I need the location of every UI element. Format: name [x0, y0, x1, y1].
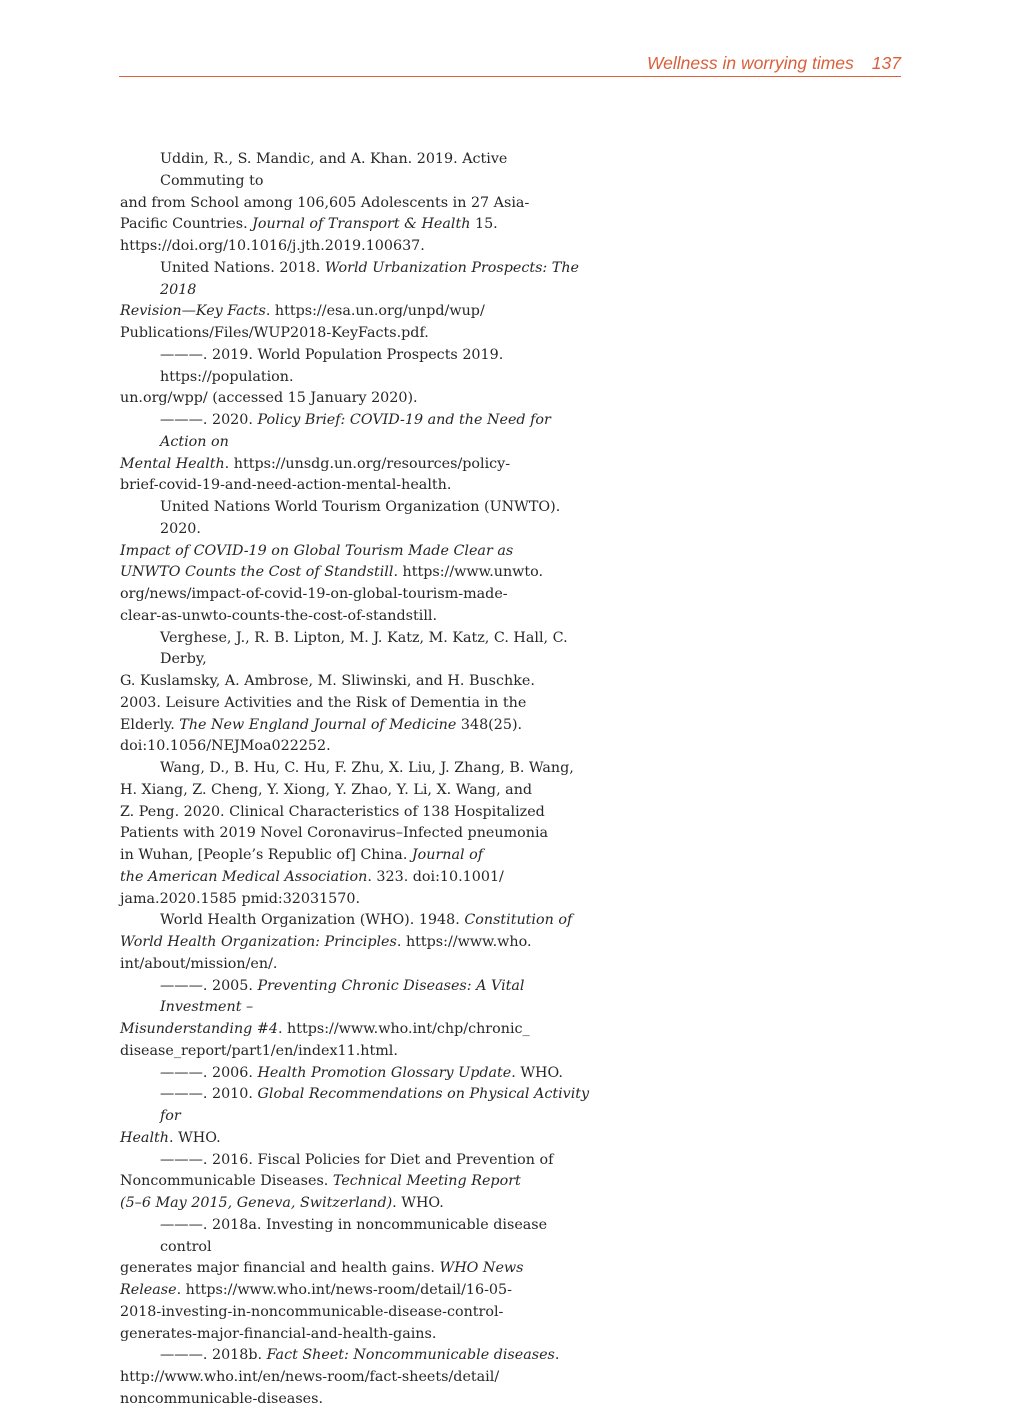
reference-entry	[120, 1150, 590, 1215]
reference-text: G. Kuslamsky, A. Ambrose, M. Sliwinski, and H. Buschke.	[120, 673, 535, 689]
reference-text: Patients with 2019 Novel Coronavirus–Infected pneumonia	[120, 825, 549, 842]
reference-text: generates-major-financial-and-health-gains.	[120, 1325, 437, 1342]
reference-entry	[120, 1084, 590, 1149]
reference-line	[160, 410, 590, 454]
reference-text: Elderly.	[120, 716, 180, 733]
reference-title-italic: Preventing Chronic Diseases: A Vital Investment –	[160, 977, 525, 1016]
reference-text: disease_report/part1/en/index11.html.	[120, 1042, 398, 1059]
reference-line	[120, 823, 590, 845]
reference-line	[120, 1367, 590, 1389]
reference-title-italic: The New England Journal of Medicine	[179, 716, 457, 733]
reference-text: ———. 2019. World Population Prospects 2019. https://population.	[160, 346, 504, 385]
reference-title-italic: Health	[120, 1129, 169, 1146]
reference-entry	[120, 345, 590, 410]
reference-line	[120, 606, 590, 628]
reference-text: . https://www.who.int/chp/chronic_	[277, 1021, 530, 1037]
reference-line	[160, 976, 590, 1020]
reference-line	[120, 301, 590, 323]
reference-line	[120, 1302, 590, 1324]
reference-text: United Nations. 2018.	[160, 259, 325, 276]
reference-text: clear-as-unwto-counts-the-cost-of-standstill.	[120, 607, 438, 624]
reference-line	[120, 1258, 590, 1280]
reference-entry	[120, 976, 590, 1063]
reference-line	[160, 1084, 590, 1128]
reference-text: ———. 2006.	[160, 1064, 258, 1081]
reference-text: Publications/Files/WUP2018-KeyFacts.pdf.	[120, 325, 429, 341]
reference-line	[120, 867, 590, 889]
reference-text: World Health Organization (WHO). 1948.	[160, 912, 465, 929]
reference-text: . https://www.who.	[396, 934, 532, 950]
running-title: Wellness in worrying times	[646, 53, 854, 73]
reference-line	[120, 454, 590, 476]
reference-entry	[120, 258, 590, 345]
reference-title-italic: Misunderstanding #4	[120, 1021, 278, 1037]
reference-text: http://www.who.int/en/news-room/fact-sheets/detail/	[120, 1369, 500, 1385]
reference-title-italic: Technical Meeting Report	[332, 1173, 521, 1190]
reference-text: United Nations World Tourism Organization (UNWTO). 2020.	[160, 499, 561, 537]
page-number: 137	[871, 53, 901, 73]
reference-text: int/about/mission/en/.	[120, 955, 278, 972]
reference-text: in Wuhan, [People’s Republic of] China.	[120, 847, 412, 863]
reference-text: . WHO.	[392, 1195, 444, 1211]
reference-title-italic: Journal of	[411, 847, 484, 863]
reference-title-italic: World Urbanization Prospects: The 2018	[160, 259, 579, 298]
reference-entry	[120, 149, 590, 258]
reference-text: and from School among 106,605 Adolescents in 27 Asia-	[120, 194, 530, 211]
reference-line	[160, 758, 590, 780]
reference-entry	[120, 1215, 590, 1346]
reference-line	[120, 388, 590, 410]
reference-text: Z. Peng. 2020. Clinical Characteristics of 138 Hospitalized	[120, 803, 545, 820]
reference-title-italic: Impact of COVID-19 on Global Tourism Made Clear as	[120, 542, 514, 559]
reference-text: ———. 2016. Fiscal Policies for Diet and Prevention of	[160, 1151, 554, 1168]
reference-title-italic: Release	[120, 1282, 177, 1298]
reference-line	[160, 1345, 590, 1367]
reference-text: . WHO.	[168, 1129, 221, 1146]
reference-line	[120, 889, 590, 911]
reference-text: . https://www.who.int/news-room/detail/16-05-	[176, 1282, 512, 1298]
reference-line	[120, 671, 590, 693]
reference-line	[160, 1063, 590, 1085]
reference-text: 2003. Leisure Activities and the Risk of Dementia in the	[120, 694, 527, 711]
reference-text: org/news/impact-of-covid-19-on-global-tourism-made-	[120, 586, 508, 602]
reference-line	[120, 1324, 590, 1346]
reference-line	[120, 323, 590, 345]
reference-line	[160, 258, 590, 302]
reference-text: brief-covid-19-and-need-action-mental-health.	[120, 477, 452, 494]
reference-title-italic: (5–6 May 2015, Geneva, Switzerland)	[120, 1195, 393, 1211]
reference-entry	[120, 628, 590, 759]
reference-title-italic: Policy Brief: COVID-19 and the Need for Action on	[160, 412, 551, 450]
reference-entry	[120, 497, 590, 628]
reference-text: 348(25).	[456, 716, 523, 733]
reference-text: ———. 2020.	[160, 412, 258, 428]
reference-title-italic: World Health Organization: Principles	[120, 934, 397, 950]
reference-text: generates major financial and health gains.	[120, 1260, 440, 1277]
reference-text: 2018-investing-in-noncommunicable-disease-control-	[120, 1303, 504, 1320]
reference-title-italic: Health Promotion Glossary Update	[257, 1064, 512, 1081]
reference-line	[120, 541, 590, 563]
reference-line	[120, 954, 590, 976]
reference-line	[120, 780, 590, 802]
running-header	[119, 50, 901, 77]
reference-line	[120, 845, 590, 867]
reference-line	[120, 193, 590, 215]
reference-line	[120, 236, 590, 258]
reference-line	[120, 1171, 590, 1193]
reference-text: doi:10.1056/NEJMoa022252.	[120, 738, 331, 755]
reference-entry	[120, 910, 590, 975]
reference-text: .	[554, 1347, 560, 1364]
reference-text: Pacific Countries.	[120, 216, 253, 233]
reference-line	[120, 693, 590, 715]
reference-title-italic: Journal of Transport & Health	[252, 216, 471, 233]
reference-text: ———. 2005.	[160, 977, 258, 994]
reference-text: Verghese, J., R. B. Lipton, M. J. Katz, M. Katz, C. Hall, C. Derby,	[160, 629, 568, 668]
reference-line	[120, 475, 590, 497]
reference-text: jama.2020.1585 pmid:32031570.	[120, 890, 361, 907]
reference-text: . 323. doi:10.1001/	[367, 868, 504, 885]
reference-line	[120, 1041, 590, 1063]
reference-line	[120, 1019, 590, 1041]
reference-title-italic: UNWTO Counts the Cost of Standstill.	[120, 564, 398, 581]
reference-text: ———. 2018a. Investing in noncommunicable disease control	[160, 1216, 548, 1255]
reference-entry	[120, 1063, 590, 1085]
reference-line	[120, 932, 590, 954]
reference-line	[160, 345, 590, 389]
reference-line	[120, 584, 590, 606]
reference-entry	[120, 758, 590, 910]
reference-entry	[120, 1345, 590, 1410]
reference-text: noncommunicable-diseases.	[120, 1390, 324, 1407]
reference-line	[120, 1280, 590, 1302]
reference-line	[120, 802, 590, 824]
reference-line	[160, 628, 590, 672]
reference-entry	[120, 410, 590, 497]
reference-title-italic: Constitution of	[464, 912, 573, 929]
reference-text: . WHO.	[511, 1064, 563, 1081]
reference-text: ———. 2010.	[160, 1086, 258, 1103]
reference-line	[120, 1389, 590, 1411]
reference-line	[160, 1215, 590, 1259]
reference-text: 15.	[470, 216, 498, 233]
reference-line	[160, 497, 590, 541]
reference-title-italic: the American Medical Association	[120, 868, 368, 885]
reference-title-italic: WHO News	[439, 1260, 524, 1277]
reference-line	[160, 910, 590, 932]
reference-line	[120, 1128, 590, 1150]
reference-text: https://www.unwto.	[398, 564, 544, 581]
reference-title-italic: Global Recommendations on Physical Activity for	[160, 1086, 590, 1124]
reference-line	[120, 715, 590, 737]
reference-title-italic: Revision—Key Facts	[120, 303, 266, 320]
reference-title-italic: Fact Sheet: Noncommunicable diseases	[266, 1347, 555, 1364]
reference-line	[120, 562, 590, 584]
reference-text: . https://esa.un.org/unpd/wup/	[265, 303, 485, 320]
reference-line	[160, 1150, 590, 1172]
reference-text: Noncommunicable Diseases.	[120, 1173, 333, 1190]
reference-text: Uddin, R., S. Mandic, and A. Khan. 2019. Active Commuting to	[160, 151, 508, 189]
reference-line	[160, 149, 590, 193]
reference-text: https://doi.org/10.1016/j.jth.2019.100637.	[120, 238, 425, 254]
reference-text: ———. 2018b.	[160, 1347, 267, 1364]
reference-line	[120, 1193, 590, 1215]
reference-text: Wang, D., B. Hu, C. Hu, F. Zhu, X. Liu, J. Zhang, B. Wang,	[160, 760, 574, 776]
reference-title-italic: Mental Health	[120, 455, 225, 472]
reference-text: . https://unsdg.un.org/resources/policy-	[224, 455, 511, 472]
reference-text: un.org/wpp/ (accessed 15 January 2020).	[120, 390, 418, 407]
reference-line	[120, 214, 590, 236]
reference-line	[120, 736, 590, 758]
reference-text: H. Xiang, Z. Cheng, Y. Xiong, Y. Zhao, Y. Li, X. Wang, and	[120, 781, 533, 798]
reference-list	[120, 149, 590, 1411]
